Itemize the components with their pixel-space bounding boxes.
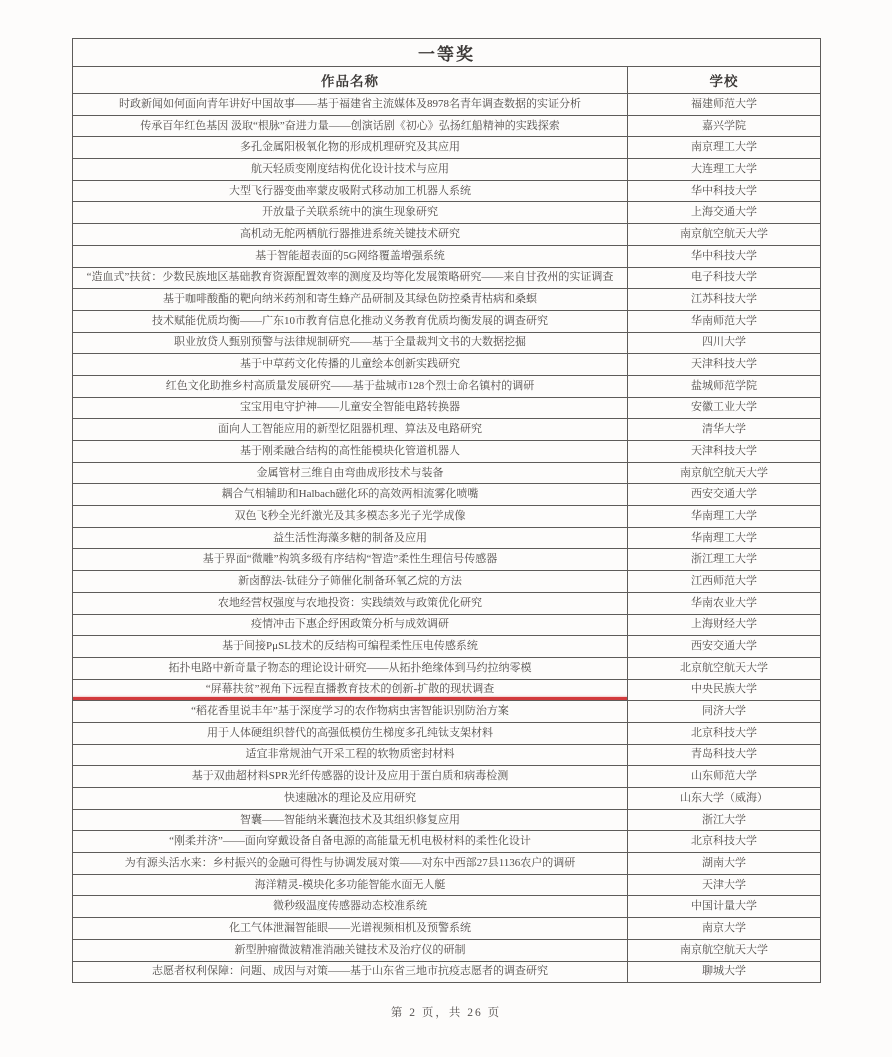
school-cell: 中国计量大学 bbox=[628, 896, 821, 918]
school-cell: 湖南大学 bbox=[628, 853, 821, 875]
school-cell: 清华大学 bbox=[628, 419, 821, 441]
table-row bbox=[73, 701, 821, 723]
table-row bbox=[73, 571, 821, 593]
work-name-cell: 基于界面“微雕”构筑多级有序结构“智造”柔性生理信号传感器 bbox=[73, 549, 628, 571]
column-header-school: 学校 bbox=[628, 67, 821, 94]
work-name-cell: 耦合气相辅助和Halbach磁化环的高效两相流雾化喷嘴 bbox=[73, 484, 628, 506]
school-cell: 江西师范大学 bbox=[628, 571, 821, 593]
work-name-cell: 疫情冲击下惠企纾困政策分析与成效调研 bbox=[73, 614, 628, 636]
school-cell: 浙江理工大学 bbox=[628, 549, 821, 571]
school-cell: 南京航空航天大学 bbox=[628, 939, 821, 961]
school-cell: 北京科技大学 bbox=[628, 831, 821, 853]
work-name-cell: 面向人工智能应用的新型忆阻器机理、算法及电路研究 bbox=[73, 419, 628, 441]
work-name-cell: “屏幕扶贫”视角下远程直播教育技术的创新-扩散的现状调查 bbox=[73, 679, 628, 701]
table-row bbox=[73, 636, 821, 658]
school-cell: 华南理工大学 bbox=[628, 506, 821, 528]
table-row bbox=[73, 354, 821, 376]
work-name-cell: 多孔金属阳极氧化物的形成机理研究及其应用 bbox=[73, 137, 628, 159]
table-row bbox=[73, 961, 821, 983]
table-row bbox=[73, 159, 821, 181]
school-cell: 上海交通大学 bbox=[628, 202, 821, 224]
school-cell: 西安交通大学 bbox=[628, 636, 821, 658]
table-row bbox=[73, 94, 821, 116]
work-name-cell: 大型飞行器变曲率蒙皮吸附式移动加工机器人系统 bbox=[73, 180, 628, 202]
work-name-cell: 新卤醇法-钛硅分子筛催化制备环氧乙烷的方法 bbox=[73, 571, 628, 593]
table-row bbox=[73, 137, 821, 159]
table-row bbox=[73, 853, 821, 875]
table-row bbox=[73, 506, 821, 528]
school-cell: 浙江大学 bbox=[628, 809, 821, 831]
school-cell: 北京航空航天大学 bbox=[628, 657, 821, 679]
school-cell: 南京大学 bbox=[628, 918, 821, 940]
table-row bbox=[73, 657, 821, 679]
table-row bbox=[73, 441, 821, 463]
work-name-cell: 技术赋能优质均衡——广东10市教育信息化推动义务教育优质均衡发展的调查研究 bbox=[73, 310, 628, 332]
school-cell: 山东师范大学 bbox=[628, 766, 821, 788]
work-name-cell: 金属管材三维自由弯曲成形技术与装备 bbox=[73, 462, 628, 484]
table-row bbox=[73, 592, 821, 614]
work-name-cell: 快速融冰的理论及应用研究 bbox=[73, 788, 628, 810]
table-row bbox=[73, 375, 821, 397]
table-row bbox=[73, 874, 821, 896]
school-cell: 大连理工大学 bbox=[628, 159, 821, 181]
table-row bbox=[73, 419, 821, 441]
school-cell: 华南理工大学 bbox=[628, 527, 821, 549]
work-name-cell: 时政新闻如何面向青年讲好中国故事——基于福建省主流媒体及8978名青年调查数据的实证分析 bbox=[73, 94, 628, 116]
school-cell: 北京科技大学 bbox=[628, 722, 821, 744]
school-cell: 四川大学 bbox=[628, 332, 821, 354]
table-row bbox=[73, 788, 821, 810]
school-cell: 上海财经大学 bbox=[628, 614, 821, 636]
table-row bbox=[73, 549, 821, 571]
work-name-cell: 基于双曲超材料SPR光纤传感器的设计及应用于蛋白质和病毒检测 bbox=[73, 766, 628, 788]
work-name-cell: 适宜非常规油气开采工程的软物质密封材料 bbox=[73, 744, 628, 766]
table-row bbox=[73, 224, 821, 246]
table-row bbox=[73, 918, 821, 940]
work-name-cell: “稻花香里说丰年”基于深度学习的农作物病虫害智能识别防治方案 bbox=[73, 701, 628, 723]
school-cell: 聊城大学 bbox=[628, 961, 821, 983]
page-footer: 第 2 页，共 26 页 bbox=[390, 1007, 502, 1019]
table-row bbox=[73, 462, 821, 484]
table-row bbox=[73, 245, 821, 267]
school-cell: 中央民族大学 bbox=[628, 679, 821, 701]
work-name-cell: 基于智能超表面的5G网络覆盖增强系统 bbox=[73, 245, 628, 267]
table-header-row bbox=[73, 67, 821, 94]
table-row bbox=[73, 527, 821, 549]
work-name-cell: 基于中草药文化传播的儿童绘本创新实践研究 bbox=[73, 354, 628, 376]
school-cell: 江苏科技大学 bbox=[628, 289, 821, 311]
table-row-highlighted bbox=[73, 679, 821, 701]
school-cell: 电子科技大学 bbox=[628, 267, 821, 289]
table-title: 一等奖 bbox=[73, 39, 821, 67]
school-cell: 华南农业大学 bbox=[628, 592, 821, 614]
table-row bbox=[73, 939, 821, 961]
school-cell: 同济大学 bbox=[628, 701, 821, 723]
column-header-work: 作品名称 bbox=[73, 67, 628, 94]
work-name-cell: 志愿者权利保障：问题、成因与对策——基于山东省三地市抗疫志愿者的调查研究 bbox=[73, 961, 628, 983]
table-row bbox=[73, 766, 821, 788]
work-name-cell: 益生活性海藻多糖的制备及应用 bbox=[73, 527, 628, 549]
table-row bbox=[73, 831, 821, 853]
work-name-cell: 基于咖啡酸酯的靶向纳米药剂和寄生蜂产品研制及其绿色防控桑青枯病和桑螟 bbox=[73, 289, 628, 311]
table-row bbox=[73, 484, 821, 506]
school-cell: 青岛科技大学 bbox=[628, 744, 821, 766]
school-cell: 南京航空航天大学 bbox=[628, 224, 821, 246]
table-row bbox=[73, 397, 821, 419]
table-row bbox=[73, 202, 821, 224]
work-name-cell: 开放量子关联系统中的演生现象研究 bbox=[73, 202, 628, 224]
work-name-cell: 基于刚柔融合结构的高性能模块化管道机器人 bbox=[73, 441, 628, 463]
work-name-cell: 红色文化助推乡村高质量发展研究——基于盐城市128个烈士命名镇村的调研 bbox=[73, 375, 628, 397]
school-cell: 福建师范大学 bbox=[628, 94, 821, 116]
work-name-cell: 为有源头活水来：乡村振兴的金融可得性与协调发展对策——对东中西部27县1136农户的调研 bbox=[73, 853, 628, 875]
work-name-cell: 用于人体硬组织替代的高强低模仿生梯度多孔纯钛支架材料 bbox=[73, 722, 628, 744]
work-name-cell: 传承百年红色基因 汲取“根脉”奋进力量——创演话剧《初心》弘扬红船精神的实践探索 bbox=[73, 115, 628, 137]
work-name-cell: 高机动无舵两栖航行器推进系统关键技术研究 bbox=[73, 224, 628, 246]
work-name-cell: 微秒级温度传感器动态校准系统 bbox=[73, 896, 628, 918]
table-row bbox=[73, 180, 821, 202]
school-cell: 华南师范大学 bbox=[628, 310, 821, 332]
school-cell: 安徽工业大学 bbox=[628, 397, 821, 419]
work-name-cell: “刚柔并济”——面向穿戴设备自备电源的高能量无机电极材料的柔性化设计 bbox=[73, 831, 628, 853]
school-cell: 盐城师范学院 bbox=[628, 375, 821, 397]
work-name-cell: 航天轻质变刚度结构优化设计技术与应用 bbox=[73, 159, 628, 181]
work-name-cell: 职业放贷人甄别预警与法律规制研究——基于全量裁判文书的大数据挖掘 bbox=[73, 332, 628, 354]
school-cell: 华中科技大学 bbox=[628, 180, 821, 202]
table-row bbox=[73, 614, 821, 636]
table-body bbox=[73, 94, 821, 983]
work-name-cell: 海洋精灵-模块化多功能智能水面无人艇 bbox=[73, 874, 628, 896]
work-name-cell: 智囊——智能纳米囊泡技术及其组织修复应用 bbox=[73, 809, 628, 831]
school-cell: 南京理工大学 bbox=[628, 137, 821, 159]
school-cell: 天津大学 bbox=[628, 874, 821, 896]
work-name-cell: 基于间接PμSL技术的反结构可编程柔性压电传感系统 bbox=[73, 636, 628, 658]
school-cell: 山东大学（威海） bbox=[628, 788, 821, 810]
awards-table bbox=[72, 38, 821, 983]
work-name-cell: 农地经营权强度与农地投资：实践绩效与政策优化研究 bbox=[73, 592, 628, 614]
table-row bbox=[73, 744, 821, 766]
work-name-cell: “造血式”扶贫：少数民族地区基础教育资源配置效率的测度及均等化发展策略研究——来自甘孜州的实证调查 bbox=[73, 267, 628, 289]
table-row bbox=[73, 896, 821, 918]
work-name-cell: 宝宝用电守护神——儿童安全智能电路转换器 bbox=[73, 397, 628, 419]
table-row bbox=[73, 115, 821, 137]
school-cell: 嘉兴学院 bbox=[628, 115, 821, 137]
table-title-row bbox=[73, 39, 821, 67]
table-row bbox=[73, 332, 821, 354]
school-cell: 天津科技大学 bbox=[628, 441, 821, 463]
work-name-cell: 化工气体泄漏智能眼——光谱视频相机及预警系统 bbox=[73, 918, 628, 940]
table-row bbox=[73, 809, 821, 831]
school-cell: 天津科技大学 bbox=[628, 354, 821, 376]
table-row bbox=[73, 310, 821, 332]
work-name-cell: 双色飞秒全光纤激光及其多模态多光子光学成像 bbox=[73, 506, 628, 528]
work-name-cell: 拓扑电路中新奇量子物态的理论设计研究——从拓扑绝缘体到马约拉纳零模 bbox=[73, 657, 628, 679]
school-cell: 南京航空航天大学 bbox=[628, 462, 821, 484]
table-row bbox=[73, 267, 821, 289]
table-row bbox=[73, 289, 821, 311]
table-row bbox=[73, 722, 821, 744]
work-name-cell: 新型肿瘤微波精准消融关键技术及治疗仪的研制 bbox=[73, 939, 628, 961]
school-cell: 华中科技大学 bbox=[628, 245, 821, 267]
school-cell: 西安交通大学 bbox=[628, 484, 821, 506]
